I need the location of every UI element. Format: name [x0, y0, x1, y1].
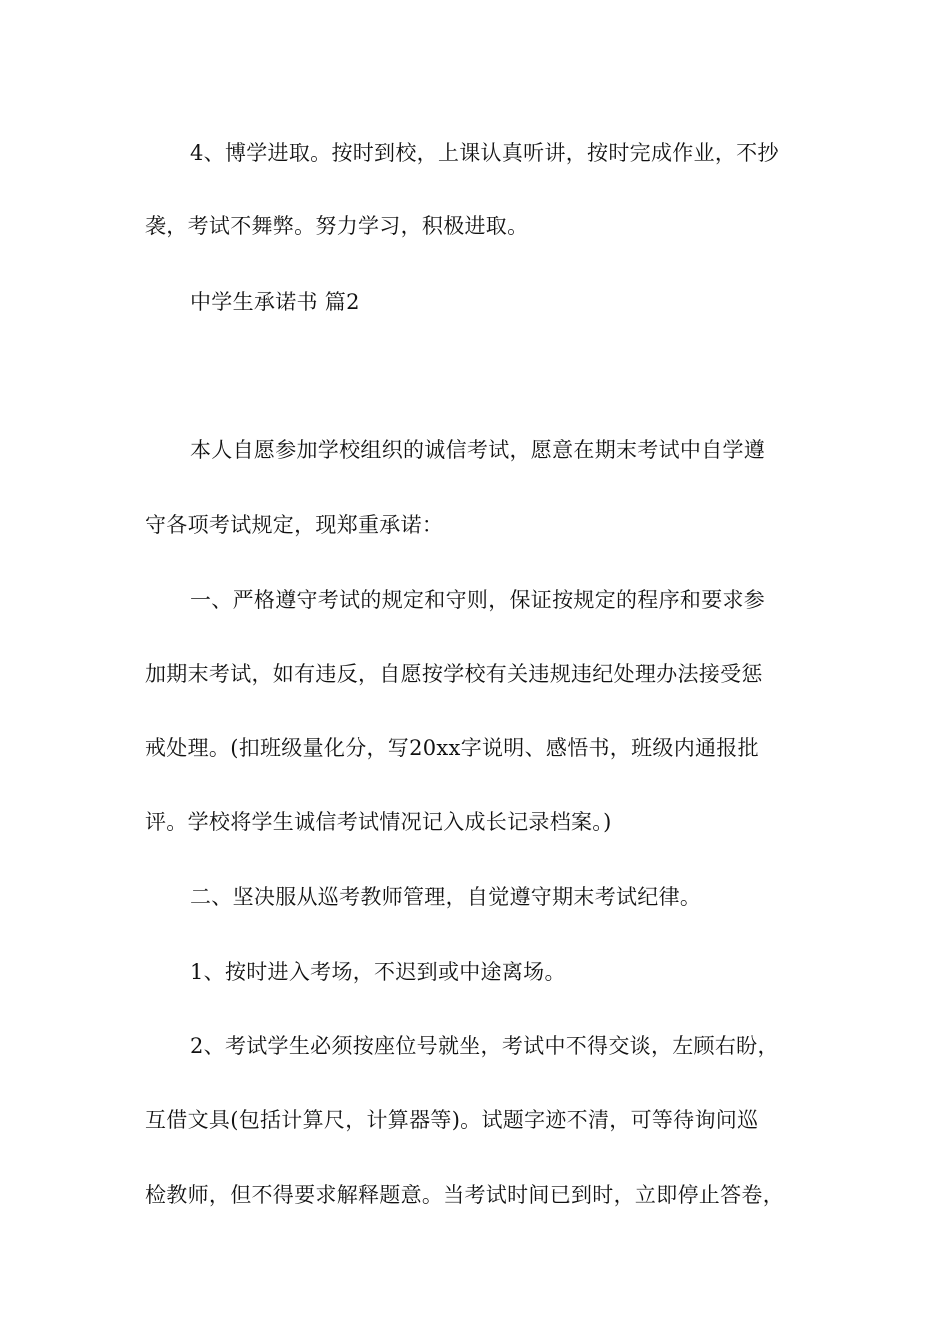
paragraph-line: 一、严格遵守考试的规定和守则，保证按规定的程序和要求参: [190, 588, 766, 612]
paragraph-line: 评。学校将学生诚信考试情况记入成长记录档案。): [145, 810, 612, 834]
paragraph-line: 守各项考试规定，现郑重承诺：: [145, 513, 444, 537]
paragraph-line: 互借文具(包括计算尺，计算器等)。试题字迹不清，可等待询问巡: [145, 1108, 759, 1132]
paragraph-line: 检教师，但不得要求解释题意。当考试时间已到时，立即停止答卷，: [145, 1183, 784, 1207]
section-heading: 中学生承诺书 篇2: [190, 290, 360, 314]
paragraph-line: 本人自愿参加学校组织的诚信考试，愿意在期末考试中自学遵: [190, 438, 766, 462]
paragraph-line: 2、考试学生必须按座位号就坐，考试中不得交谈，左顾右盼，: [190, 1034, 779, 1058]
paragraph-line: 袭，考试不舞弊。努力学习，积极进取。: [145, 214, 529, 238]
paragraph-line: 4、博学进取。按时到校，上课认真听讲，按时完成作业，不抄: [190, 141, 779, 165]
paragraph-line: 二、坚决服从巡考教师管理，自觉遵守期末考试纪律。: [190, 885, 702, 909]
paragraph-line: 1、按时进入考场，不迟到或中途离场。: [190, 960, 566, 984]
paragraph-line: 戒处理。(扣班级量化分，写20xx字说明、感悟书，班级内通报批: [145, 736, 759, 760]
paragraph-line: 加期末考试，如有违反，自愿按学校有关违规违纪处理办法接受惩: [145, 662, 763, 686]
